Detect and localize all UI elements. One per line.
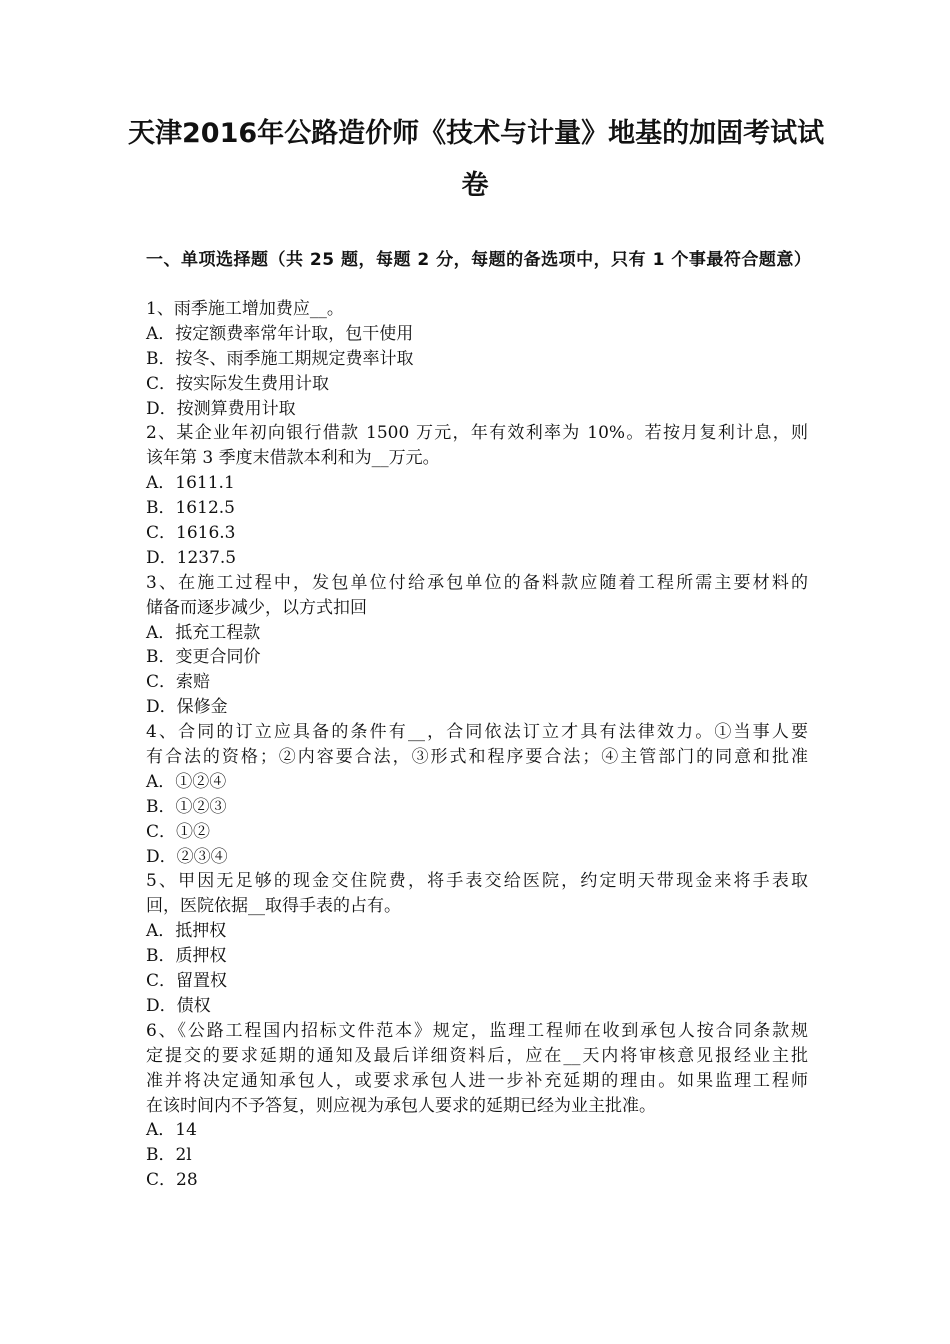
- option-a: A．抵充工程款: [146, 622, 261, 643]
- option-d: D．②③④: [146, 846, 228, 867]
- question-stem-line: 3、在施工过程中，发包单位付给承包单位的备料款应随着工程所需主要材料的: [146, 572, 808, 593]
- option-c: C．1616.3: [146, 523, 236, 544]
- option-d: D．1237.5: [146, 547, 237, 568]
- question-stem-line: 5、甲因无足够的现金交住院费，将手表交给医院，约定明天带现金来将手表取: [146, 871, 808, 892]
- question-stem-line: 1、雨季施工增加费应__。: [146, 299, 344, 319]
- option-a: A．按定额费率常年计取，包干使用: [146, 323, 414, 344]
- question-stem-line: 准并将决定通知承包人，或要求承包人进一步补充延期的理由。如果监理工程师: [146, 1070, 808, 1091]
- option-c: C．留置权: [146, 971, 228, 992]
- question-stem-line: 储备而逐步减少，以方式扣回: [146, 597, 367, 618]
- question-4: [146, 720, 808, 869]
- option-a: A．1611.1: [146, 473, 235, 494]
- option-c: C．按实际发生费用计取: [146, 373, 330, 394]
- question-1: [146, 297, 808, 421]
- option-c: C．①②: [146, 821, 211, 842]
- question-stem-line: 2、某企业年初向银行借款 1500 万元，年有效利率为 10%。若按月复利计息，则: [146, 423, 808, 444]
- option-d: D．按测算费用计取: [146, 398, 296, 419]
- question-stem-line: 该年第 3 季度末借款本利和为__万元。: [146, 448, 440, 469]
- option-a: A．抵押权: [146, 921, 227, 942]
- option-a: A．14: [146, 1120, 197, 1141]
- question-6: [146, 1019, 808, 1193]
- question-stem-line: 在该时间内不予答复，则应视为承包人要求的延期已经为业主批准。: [146, 1095, 656, 1116]
- question-stem-line: 有合法的资格；②内容要合法，③形式和程序要合法；④主管部门的同意和批准: [146, 747, 808, 768]
- question-stem-line: 6、《公路工程国内招标文件范本》规定，监理工程师在收到承包人按合同条款规: [146, 1020, 808, 1041]
- option-b: B．质押权: [146, 946, 227, 967]
- option-b: B．2l: [146, 1145, 192, 1166]
- option-b: B．变更合同价: [146, 647, 261, 668]
- option-b: B．①②③: [146, 796, 227, 817]
- option-b: B．1612.5: [146, 498, 235, 519]
- option-c: C．索赔: [146, 672, 211, 693]
- question-stem-line: 回，医院依据__取得手表的占有。: [146, 896, 401, 917]
- option-d: D．保修金: [146, 697, 228, 718]
- option-d: D．债权: [146, 995, 211, 1016]
- question-stem-line: 4、合同的订立应具备的条件有__，合同依法订立才具有法律效力。①当事人要: [146, 722, 808, 743]
- option-c: C．28: [146, 1170, 198, 1191]
- option-a: A．①②④: [146, 771, 227, 792]
- option-b: B．按冬、雨季施工期规定费率计取: [146, 348, 414, 369]
- document-title-line-1: 天津2016年公路造价师《技术与计量》地基的加固考试试: [128, 118, 825, 149]
- question-3: [146, 571, 808, 720]
- question-stem-line: 定提交的要求延期的通知及最后详细资料后，应在__天内将审核意见报经业主批: [146, 1045, 808, 1066]
- document-title-line-2: 卷: [461, 170, 489, 201]
- question-2: [146, 421, 808, 570]
- question-list: [146, 297, 808, 1193]
- section-heading: 一、单项选择题（共 25 题，每题 2 分，每题的备选项中，只有 1 个事最符合题意）: [146, 250, 812, 270]
- question-5: [146, 869, 808, 1018]
